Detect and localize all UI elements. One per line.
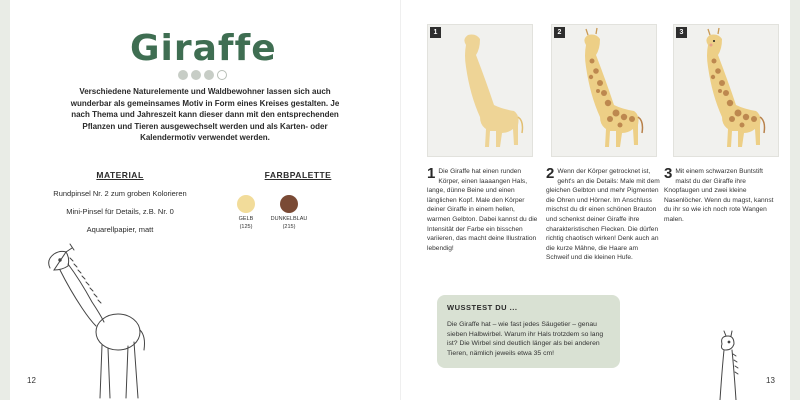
fact-box-body: Die Giraffe hat – wie fast jedes Säugetier – genau sieben Halbwirbel. Warum ihr Hals trotzdem so lang ist? Die Wirbel sind deutlich länger als bei anderen Tieren, nämlich jeweils etwa 35 cm!: [447, 321, 604, 357]
step-2-text: [546, 167, 662, 263]
step-2-badge: 2: [554, 27, 565, 38]
step-2-image: [551, 24, 657, 157]
giraffe-sketch-icon: [40, 240, 170, 400]
step-3-description: Mit einem schwarzen Buntstift malst du der Giraffe ihre Knopfaugen und zwei kleine Nasenlöcher. Wenn du magst, kannst du ihr so wie ich noch rote Wangen malen.: [664, 168, 774, 223]
material-item: Rundpinsel Nr. 2 zum groben Kolorieren: [53, 189, 187, 198]
swatch-brown: [280, 195, 298, 213]
step-1-image: [427, 24, 533, 157]
difficulty-dot: [204, 70, 214, 80]
swatch-name: GELB: [238, 216, 254, 222]
book-spread: [10, 0, 790, 400]
step-3-image: [673, 24, 779, 157]
difficulty-dots: [178, 70, 227, 80]
step-1-text: [427, 167, 539, 253]
page-number-right: 13: [766, 376, 775, 385]
step-1-badge: 1: [430, 27, 441, 38]
page-title: Giraffe: [130, 28, 277, 69]
step-1-description: Die Giraffe hat einen runden Körper, einen laaaangen Hals, lange, dünne Beine und einen länglichen Kopf. Male den Körper deiner Giraffe in einem hellen, warmen Gelbton. Dabei kannst du die Intensität der Farbe ein bisschen variieren, das macht deine Illustration lebendig!: [427, 168, 538, 252]
giraffe-finished-icon: [674, 25, 779, 157]
difficulty-dot: [217, 70, 227, 80]
step-3-text: [664, 167, 780, 225]
page-number-left: 12: [27, 376, 36, 385]
difficulty-dot: [191, 70, 201, 80]
step-2-number: 2: [546, 165, 555, 182]
fact-box: [437, 295, 620, 368]
giraffe-head-sketch-icon: [700, 330, 760, 400]
giraffe-spotted-icon: [552, 25, 657, 157]
fact-box-title: WUSSTEST DU ...: [447, 303, 518, 312]
step-3-badge: 3: [676, 27, 687, 38]
swatch-yellow: [237, 195, 255, 213]
material-item: Aquarellpapier, matt: [86, 225, 154, 234]
material-heading: MATERIAL: [96, 170, 144, 180]
step-2-description: Wenn der Körper getrocknet ist, geht's an die Details: Male mit dem gleichen Gelbton und mehr Pigmenten die Ohren und Hörner. Im Anschluss mischst du dir einen schönen Brauton und schenkst deiner Giraffe ihre charakteristischen Flecken. Die dürfen richtig chaotisch wirken! Denk auch an die kurze Mähne, die Haare am Schweif und die kleinen Hufe.: [546, 168, 660, 262]
swatch-code: (215): [282, 224, 296, 230]
palette-heading: FARBPALETTE: [264, 170, 332, 180]
intro-text: Verschiedene Naturelemente und Waldbewohner lassen sich auch wunderbar als gemeinsames Motiv in Form eines Kreises gestalten. Je nach Thema und Jahreszeit kann dieser dann mit den entsprechenden Pflanzen und Tieren ausgewechselt werden und als Karten- oder Kalendermotiv verwendet werden.: [70, 87, 340, 142]
giraffe-yellow-icon: [428, 25, 533, 157]
swatch-name: DUNKELBLAU: [270, 216, 308, 222]
material-item: Mini-Pinsel für Details, z.B. Nr. 0: [66, 207, 174, 216]
swatch-label: [259, 215, 319, 231]
swatch-code: (125): [239, 224, 253, 230]
step-1-number: 1: [427, 165, 436, 182]
difficulty-dot: [178, 70, 188, 80]
step-3-number: 3: [664, 165, 673, 182]
page-gutter: [400, 0, 401, 400]
